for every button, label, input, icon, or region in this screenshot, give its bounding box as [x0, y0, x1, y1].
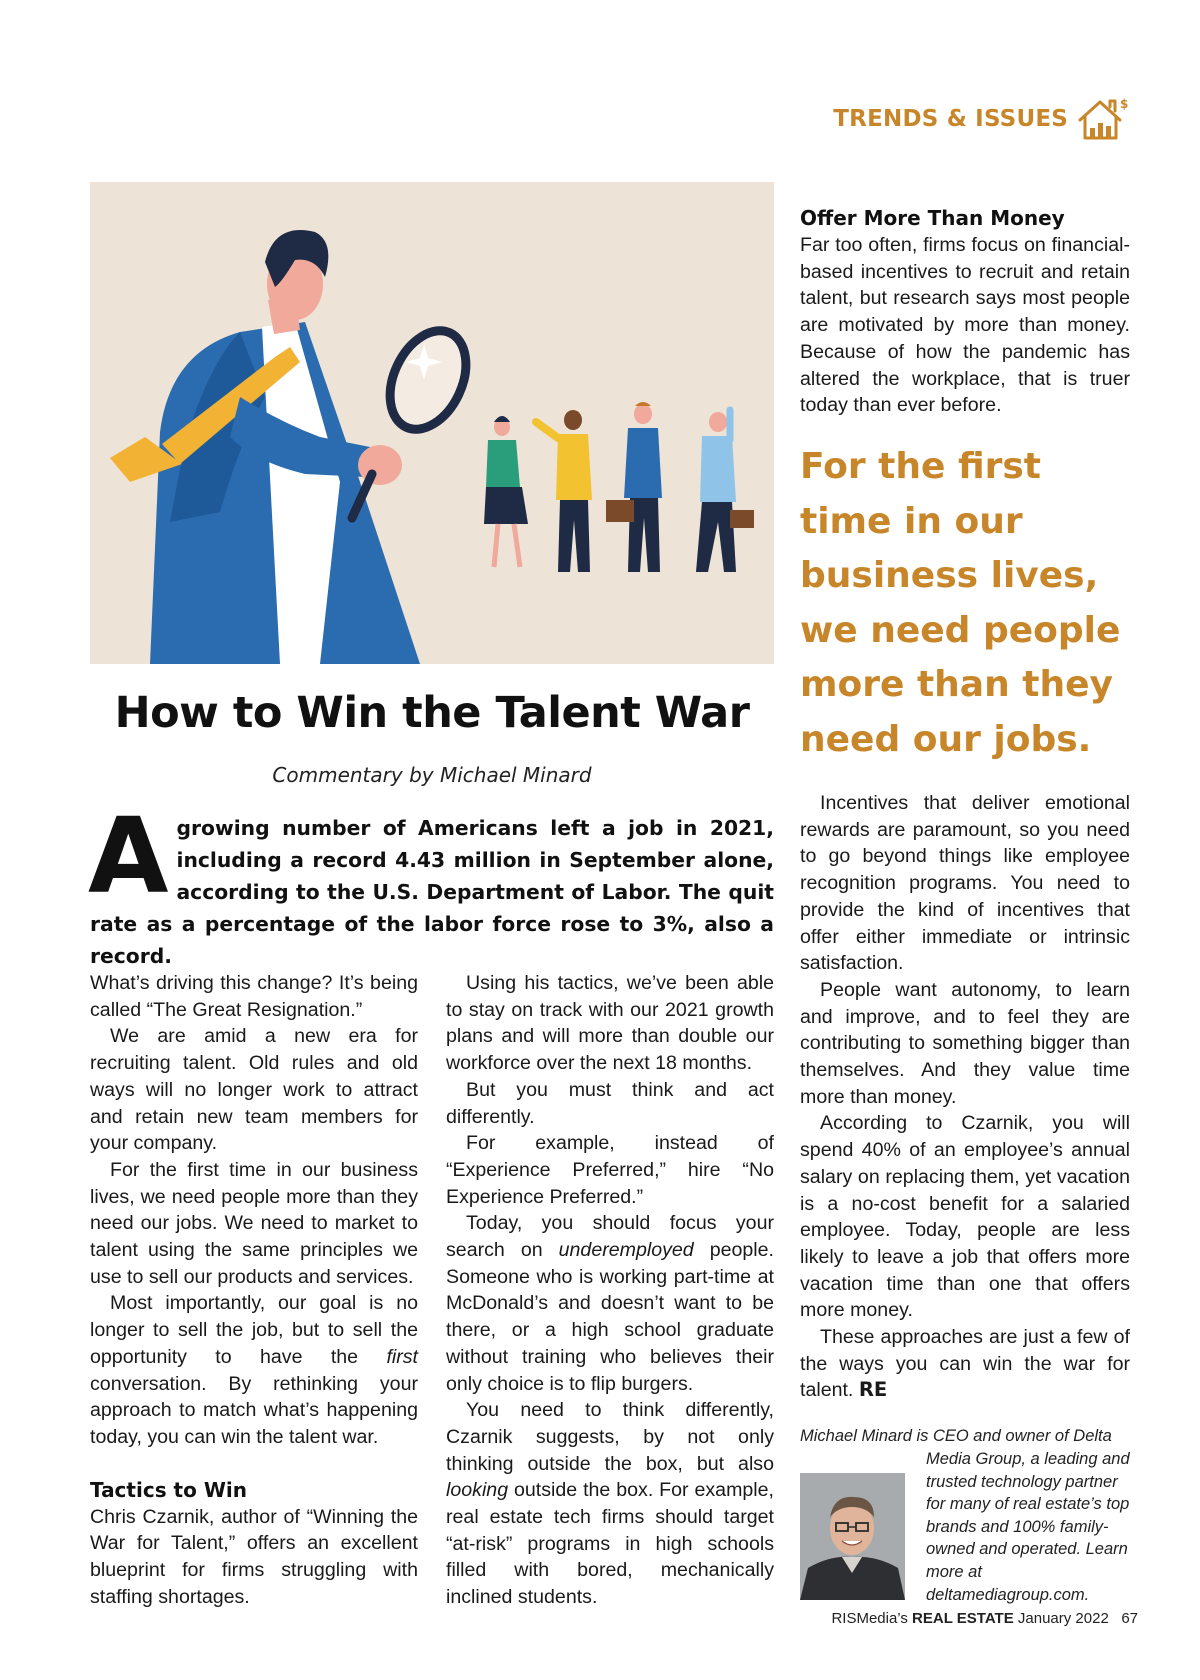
paragraph: But you must think and act differently.	[446, 1078, 774, 1128]
column-middle	[446, 970, 774, 1611]
emphasis: underemployed	[558, 1239, 694, 1262]
author-bio-line1: Michael Minard is CEO and owner of Delta	[800, 1427, 1112, 1445]
paragraph: Chris Czarnik, author of “Winning the War for Talent,” offers an excellent blueprint for firms struggling with staffing shortages.	[90, 1505, 418, 1608]
publication-prefix: RISMedia’s	[831, 1610, 913, 1627]
paragraph: You need to think differently, Czarnik suggests, by not only thinking outside the box, but also looking outside the box. For example, real estate tech firms should target “at-risk” programs in high schools filled with bored, mechanically inclined students.	[446, 1399, 774, 1609]
paragraph: Most importantly, our goal is no longer to sell the job, but to sell the opportunity to have the first conversation. By rethinking your approach to match what’s happening today, you can win the talent war.	[90, 1292, 418, 1448]
paragraph: Incentives that deliver emotional rewards are paramount, so you need to go beyond things like employee recognition programs. You need to provide the kind of incentives that offer either immediate or intrinsic satisfaction.	[800, 792, 1130, 975]
issue-date: January 2022	[1013, 1610, 1109, 1627]
paragraph: For example, instead of “Experience Preferred,” hire “No Experience Preferred.”	[446, 1132, 774, 1208]
paragraph: For the first time in our business lives, we need people more than they need our jobs. We need to market to talent using the same principles we use to sell our products and services.	[90, 1158, 418, 1288]
drop-cap: A	[88, 795, 169, 917]
paragraph: We are amid a new era for recruiting talent. Old rules and old ways will no longer work to attract and retain new team members for your company.	[90, 1025, 418, 1155]
paragraph: Today, you should focus your search on underemployed people. Someone who is working part-time at McDonald’s and doesn’t want to be there, or a high school graduate without training who believes their only choice is to flip burgers.	[446, 1212, 774, 1395]
end-mark: RE	[858, 1378, 888, 1402]
article-lede	[88, 795, 774, 972]
house-chart-icon	[1076, 96, 1128, 142]
paragraph: Using his tactics, we’ve been able to stay on track with our 2021 growth plans and will more than double our workforce over the next 18 months.	[446, 972, 774, 1075]
section-tag	[833, 96, 1128, 142]
paragraph: What’s driving this change? It’s being called “The Great Resignation.”	[90, 972, 418, 1021]
pull-quote: For the first time in our business lives, we need people more than they need our jobs.	[800, 446, 1121, 760]
article-byline: Commentary by Michael Minard	[272, 763, 592, 787]
subhead-offer-more: Offer More Than Money	[800, 206, 1065, 230]
section-label: TRENDS & ISSUES	[833, 106, 1068, 132]
article-title: How to Win the Talent War	[114, 688, 750, 738]
author-photo	[800, 1473, 905, 1600]
page-footer	[831, 1610, 1138, 1627]
emphasis: first	[386, 1345, 418, 1368]
paragraph: According to Czarnik, you will spend 40% of an employee’s annual salary on replacing them, yet vacation is a no-cost benefit for a salaried employee. Today, people are less likely to leave a job that offers more vacation time than one that offers more money.	[800, 1112, 1130, 1322]
page-number: 67	[1121, 1610, 1138, 1627]
paragraph: Far too often, firms focus on financial-based incentives to recruit and retain talent, but research says most people are motivated by more than money. Because of how the pandemic has altered the workplace, that is truer today than ever before.	[800, 234, 1130, 417]
subhead-tactics: Tactics to Win	[90, 1477, 247, 1502]
publication-name: REAL ESTATE	[912, 1610, 1014, 1627]
lede-text: growing number of Americans left a job in 2021, including a record 4.43 million in September alone, according to the U.S. Department of Labor. The quit rate as a percentage of the labor force rose to 3%, also a record.	[90, 816, 774, 968]
sidebar-offer-more	[800, 205, 1130, 419]
svg-text:$: $	[1120, 97, 1128, 111]
paragraph: These approaches are just a few of the ways you can win the war for talent. RE	[800, 1326, 1130, 1402]
emphasis: looking	[446, 1479, 509, 1502]
column-left	[90, 970, 418, 1610]
column-right	[800, 790, 1130, 1404]
hero-illustration	[90, 182, 774, 664]
author-bio: Media Group, a leading and trusted technology partner for many of real estate’s top brands and 100% family-owned and operated. Learn more at deltamediagroup.com.	[926, 1450, 1130, 1604]
paragraph: People want autonomy, to learn and improve, and to feel they are contributing to something bigger than themselves. And they value time more than money.	[800, 978, 1130, 1108]
